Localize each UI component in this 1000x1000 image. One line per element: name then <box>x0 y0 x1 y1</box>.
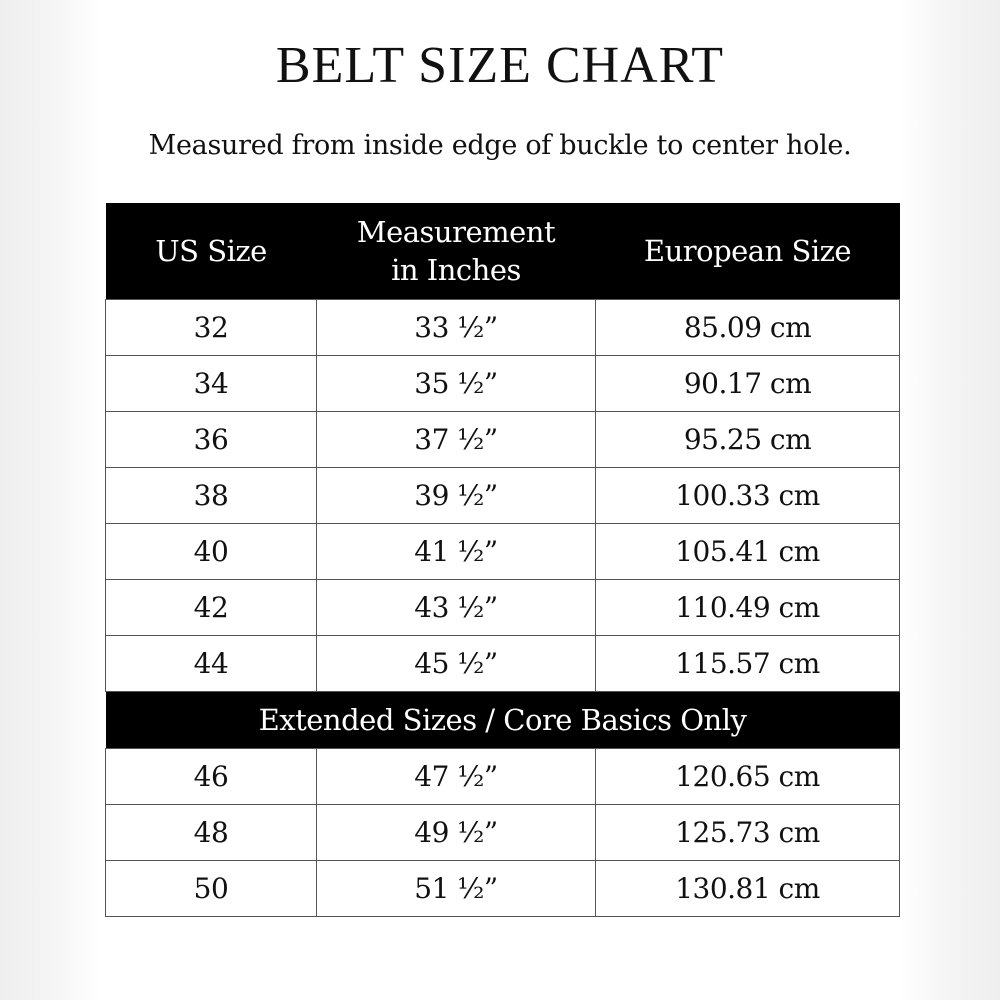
european-size-cell: 120.65 cm <box>596 749 900 805</box>
table-row <box>106 524 900 580</box>
table-row <box>106 805 900 861</box>
table-header-row <box>106 203 900 300</box>
european-size-cell: 85.09 cm <box>596 300 900 356</box>
table-row <box>106 356 900 412</box>
inches-cell: 43 ½” <box>317 580 596 636</box>
european-size-cell: 90.17 cm <box>596 356 900 412</box>
table-row <box>106 468 900 524</box>
table-row <box>106 861 900 917</box>
us-size-cell: 40 <box>106 524 317 580</box>
inches-cell: 51 ½” <box>317 861 596 917</box>
table-row <box>106 636 900 692</box>
inches-cell: 41 ½” <box>317 524 596 580</box>
inches-cell: 47 ½” <box>317 749 596 805</box>
page-title: BELT SIZE CHART <box>275 37 725 94</box>
us-size-cell: 44 <box>106 636 317 692</box>
us-size-cell: 32 <box>106 300 317 356</box>
header-measurement-line1: Measurement <box>356 215 556 249</box>
inches-cell: 37 ½” <box>317 412 596 468</box>
european-size-cell: 110.49 cm <box>596 580 900 636</box>
extended-sizes-label: Extended Sizes / Core Basics Only <box>106 692 900 749</box>
european-size-cell: 125.73 cm <box>596 805 900 861</box>
european-size-cell: 95.25 cm <box>596 412 900 468</box>
size-chart-page <box>100 0 900 1000</box>
inches-cell: 49 ½” <box>317 805 596 861</box>
header-measurement-line2: in Inches <box>391 253 521 287</box>
header-measurement <box>317 203 596 300</box>
table-row <box>106 300 900 356</box>
left-margin-shade <box>0 0 100 1000</box>
european-size-cell: 100.33 cm <box>596 468 900 524</box>
table-row <box>106 412 900 468</box>
us-size-cell: 42 <box>106 580 317 636</box>
us-size-cell: 46 <box>106 749 317 805</box>
table-row <box>106 749 900 805</box>
belt-size-table <box>105 203 900 917</box>
european-size-cell: 130.81 cm <box>596 861 900 917</box>
us-size-cell: 36 <box>106 412 317 468</box>
european-size-cell: 105.41 cm <box>596 524 900 580</box>
header-us-size: US Size <box>106 203 317 300</box>
us-size-cell: 48 <box>106 805 317 861</box>
inches-cell: 45 ½” <box>317 636 596 692</box>
european-size-cell: 115.57 cm <box>596 636 900 692</box>
us-size-cell: 38 <box>106 468 317 524</box>
page-subtitle: Measured from inside edge of buckle to center hole. <box>148 130 852 161</box>
extended-sizes-header-row <box>106 692 900 749</box>
us-size-cell: 50 <box>106 861 317 917</box>
inches-cell: 39 ½” <box>317 468 596 524</box>
inches-cell: 35 ½” <box>317 356 596 412</box>
inches-cell: 33 ½” <box>317 300 596 356</box>
right-margin-shade <box>900 0 1000 1000</box>
table-row <box>106 580 900 636</box>
us-size-cell: 34 <box>106 356 317 412</box>
header-european-size: European Size <box>596 203 900 300</box>
